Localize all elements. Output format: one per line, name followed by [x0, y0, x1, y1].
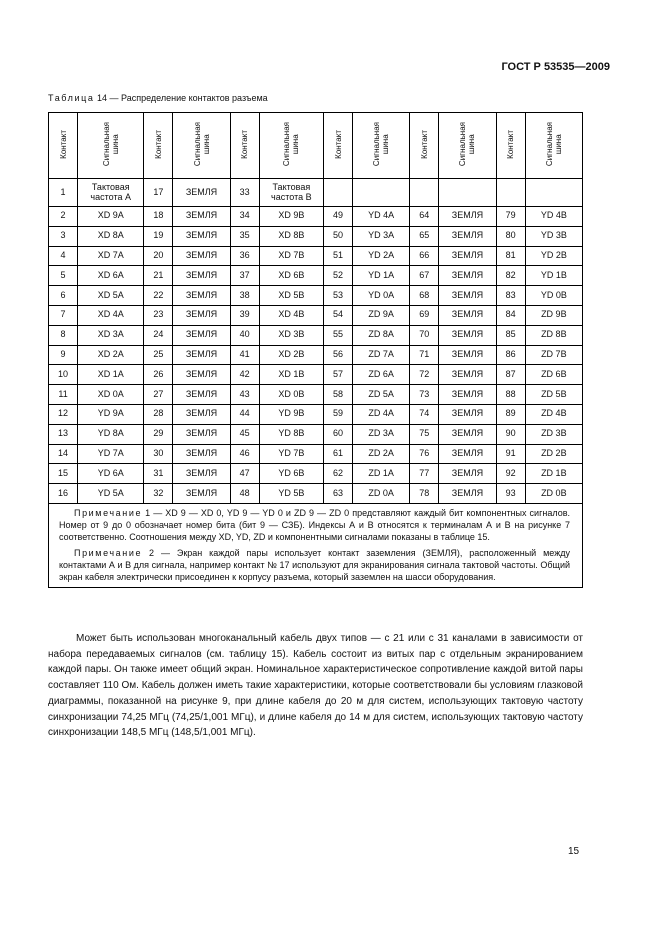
signal-name-cell: ЗЕМЛЯ [173, 266, 230, 286]
signal-name-cell: YD 4B [525, 207, 582, 227]
signal-name-cell: ZD 1B [525, 464, 582, 484]
pin-number-cell: 61 [323, 444, 352, 464]
pin-number-cell: 43 [230, 385, 259, 405]
pin-number-cell: 20 [144, 246, 173, 266]
pin-number-cell: 15 [49, 464, 78, 484]
pin-number-cell: 53 [323, 286, 352, 306]
pin-number-cell: 91 [496, 444, 525, 464]
signal-name-cell: ZD 0B [525, 484, 582, 504]
signal-name-cell: YD 8B [259, 424, 323, 444]
signal-name-cell: ЗЕМЛЯ [439, 464, 496, 484]
signal-name-cell: YD 1A [353, 266, 410, 286]
pin-number-cell: 8 [49, 325, 78, 345]
signal-name-cell [439, 179, 496, 207]
signal-name-cell: XD 3B [259, 325, 323, 345]
signal-name-cell: ZD 7B [525, 345, 582, 365]
signal-name-cell: ZD 9B [525, 305, 582, 325]
signal-name-cell: ZD 4A [353, 404, 410, 424]
signal-name-cell: ЗЕМЛЯ [439, 385, 496, 405]
signal-name-cell: XD 1A [78, 365, 144, 385]
signal-name-cell: XD 7B [259, 246, 323, 266]
notes-row [49, 503, 583, 587]
signal-name-cell: YD 0A [353, 286, 410, 306]
pin-number-cell: 50 [323, 226, 352, 246]
signal-name-cell: ZD 6B [525, 365, 582, 385]
pin-number-cell: 26 [144, 365, 173, 385]
signal-name-cell: XD 1B [259, 365, 323, 385]
signal-name-cell: ЗЕМЛЯ [439, 444, 496, 464]
signal-name-cell: ЗЕМЛЯ [173, 404, 230, 424]
pin-number-cell: 11 [49, 385, 78, 405]
pin-number-cell: 67 [410, 266, 439, 286]
body-paragraph: Может быть использован многоканальный кабель двух типов — с 21 или с 31 каналами в зависимости от набора передаваемых сигналов (см. таблицу 15). Кабель состоит из витых пар с отдельным экранированием каждой пары. Он также имеет общий экран. Номинальное характеристическое сопротивление каждой витой пары составляет 110 Ом. Кабель должен иметь такие характеристики, которые соответствовали бы условиям глазковой диаграммы, показанной на рисунке 9, при длине кабеля до 20 м для систем, использующих тактовую частоту синхронизации 74,25 МГц (74,25/1,001 МГц), и длине кабеля до 14 м для систем, использующих тактовую частоту синхронизации 148,5 МГц (148,5/1,001 МГц). [48, 633, 583, 739]
pin-number-cell: 45 [230, 424, 259, 444]
table-notes [49, 503, 583, 587]
pin-number-cell: 44 [230, 404, 259, 424]
table-row [49, 484, 583, 504]
pin-number-cell: 34 [230, 207, 259, 227]
table-body [49, 179, 583, 588]
pin-number-cell: 49 [323, 207, 352, 227]
pin-number-cell: 77 [410, 464, 439, 484]
pin-number-cell: 33 [230, 179, 259, 207]
table-row [49, 305, 583, 325]
signal-name-cell: ЗЕМЛЯ [173, 246, 230, 266]
pin-number-cell: 71 [410, 345, 439, 365]
pin-number-cell: 31 [144, 464, 173, 484]
pin-number-cell: 65 [410, 226, 439, 246]
document-header: ГОСТ Р 53535—2009 [501, 61, 610, 73]
pin-number-cell: 25 [144, 345, 173, 365]
pin-number-cell: 68 [410, 286, 439, 306]
signal-name-cell: ЗЕМЛЯ [439, 207, 496, 227]
pin-number-cell: 19 [144, 226, 173, 246]
signal-name-cell: ЗЕМЛЯ [173, 286, 230, 306]
table-row [49, 404, 583, 424]
pin-number-cell: 57 [323, 365, 352, 385]
table-row [49, 385, 583, 405]
pin-number-cell: 62 [323, 464, 352, 484]
signal-name-cell: ZD 5B [525, 385, 582, 405]
signal-name-cell: ЗЕМЛЯ [173, 345, 230, 365]
signal-name-cell: ЗЕМЛЯ [439, 305, 496, 325]
pin-number-cell: 72 [410, 365, 439, 385]
signal-name-cell: ЗЕМЛЯ [439, 365, 496, 385]
pin-number-cell: 12 [49, 404, 78, 424]
pin-number-cell: 64 [410, 207, 439, 227]
signal-name-cell: XD 2A [78, 345, 144, 365]
pin-number-cell: 73 [410, 385, 439, 405]
signal-name-cell: XD 7A [78, 246, 144, 266]
signal-name-cell: ЗЕМЛЯ [439, 345, 496, 365]
signal-name-cell: ЗЕМЛЯ [439, 226, 496, 246]
table-row [49, 424, 583, 444]
signal-name-cell: ZD 6A [353, 365, 410, 385]
page-number: 15 [568, 846, 580, 857]
signal-name-cell: ЗЕМЛЯ [173, 207, 230, 227]
signal-name-cell: XD 0B [259, 385, 323, 405]
signal-name-cell: XD 9A [78, 207, 144, 227]
signal-name-cell: YD 7A [78, 444, 144, 464]
signal-name-cell: ZD 9A [353, 305, 410, 325]
signal-name-cell: ЗЕМЛЯ [439, 424, 496, 444]
pin-number-cell: 59 [323, 404, 352, 424]
signal-name-cell: ЗЕМЛЯ [173, 464, 230, 484]
pin-number-cell: 51 [323, 246, 352, 266]
signal-name-cell: YD 2A [353, 246, 410, 266]
pin-number-cell: 76 [410, 444, 439, 464]
signal-name-cell: YD 1B [525, 266, 582, 286]
table-row [49, 286, 583, 306]
pin-number-cell: 46 [230, 444, 259, 464]
signal-name-cell: YD 4A [353, 207, 410, 227]
pin-number-cell: 82 [496, 266, 525, 286]
table-note: Примечание 2 — Экран каждой пары использует контакт заземления (ЗЕМЛЯ), расположенный между контактами А и В для сигнала, например контакт № 17 используют для экранирования сигнала тактовой частоты. Общий экран кабеля электрически присоединен к корпусу разъема, который заземлен на шасси оборудования. [59, 547, 570, 582]
signal-name-cell [525, 179, 582, 207]
signal-name-cell: YD 9B [259, 404, 323, 424]
pin-number-cell: 6 [49, 286, 78, 306]
signal-name-cell: YD 0B [525, 286, 582, 306]
pin-number-cell: 2 [49, 207, 78, 227]
pin-number-cell: 75 [410, 424, 439, 444]
signal-name-cell: ЗЕМЛЯ [173, 484, 230, 504]
signal-name-cell: YD 3B [525, 226, 582, 246]
signal-name-cell: ZD 2A [353, 444, 410, 464]
signal-name-cell: XD 0A [78, 385, 144, 405]
header-signal-bus: Сигнальная шина [353, 113, 410, 179]
pin-assignment-table [48, 112, 583, 588]
signal-name-cell: XD 4B [259, 305, 323, 325]
pin-number-cell: 29 [144, 424, 173, 444]
signal-name-cell: XD 2B [259, 345, 323, 365]
pin-number-cell: 30 [144, 444, 173, 464]
pin-number-cell: 89 [496, 404, 525, 424]
signal-name-cell [353, 179, 410, 207]
pin-number-cell [410, 179, 439, 207]
pin-number-cell: 48 [230, 484, 259, 504]
header-signal-bus: Сигнальная шина [78, 113, 144, 179]
pin-number-cell: 92 [496, 464, 525, 484]
signal-name-cell: ЗЕМЛЯ [173, 365, 230, 385]
signal-name-cell: ZD 2B [525, 444, 582, 464]
pin-number-cell: 17 [144, 179, 173, 207]
signal-name-cell: YD 5B [259, 484, 323, 504]
pin-number-cell [323, 179, 352, 207]
pin-number-cell: 88 [496, 385, 525, 405]
pin-number-cell: 93 [496, 484, 525, 504]
pin-number-cell: 21 [144, 266, 173, 286]
pin-number-cell: 3 [49, 226, 78, 246]
table-caption-prefix: Таблица [48, 93, 95, 103]
pin-number-cell [496, 179, 525, 207]
signal-name-cell: ЗЕМЛЯ [173, 325, 230, 345]
signal-name-cell: ЗЕМЛЯ [173, 385, 230, 405]
pin-number-cell: 27 [144, 385, 173, 405]
table-note: Примечание 1 — XD 9 — XD 0, YD 9 — YD 0 и ZD 9 — ZD 0 представляют каждый бит компонентных сигналов. Номер от 9 до 0 обозначает номер бита (бит 9 — СЗБ). Индексы А и В относятся к терминалам А и В на рисунке 7 соответственно. Соотношения между XD, YD, ZD и компонентными сигналами показаны в таблице 15. [59, 507, 570, 542]
pin-number-cell: 66 [410, 246, 439, 266]
signal-name-cell: XD 3A [78, 325, 144, 345]
pin-number-cell: 42 [230, 365, 259, 385]
pin-number-cell: 58 [323, 385, 352, 405]
signal-name-cell: ЗЕМЛЯ [439, 286, 496, 306]
pin-number-cell: 85 [496, 325, 525, 345]
table-row [49, 345, 583, 365]
pin-number-cell: 40 [230, 325, 259, 345]
pin-number-cell: 54 [323, 305, 352, 325]
pin-number-cell: 47 [230, 464, 259, 484]
signal-name-cell: YD 6A [78, 464, 144, 484]
pin-number-cell: 80 [496, 226, 525, 246]
header-signal-bus: Сигнальная шина [173, 113, 230, 179]
pin-number-cell: 81 [496, 246, 525, 266]
pin-number-cell: 56 [323, 345, 352, 365]
header-pin: Контакт [230, 113, 259, 179]
pin-number-cell: 22 [144, 286, 173, 306]
signal-name-cell: ЗЕМЛЯ [173, 305, 230, 325]
signal-name-cell: YD 3A [353, 226, 410, 246]
pin-number-cell: 5 [49, 266, 78, 286]
pin-number-cell: 70 [410, 325, 439, 345]
signal-name-cell: ZD 7A [353, 345, 410, 365]
signal-name-cell: Тактовая частота В [259, 179, 323, 207]
signal-name-cell: ZD 4B [525, 404, 582, 424]
table-row [49, 325, 583, 345]
pin-number-cell: 10 [49, 365, 78, 385]
pin-number-cell: 55 [323, 325, 352, 345]
pin-number-cell: 52 [323, 266, 352, 286]
signal-name-cell: XD 8B [259, 226, 323, 246]
signal-name-cell: ZD 8A [353, 325, 410, 345]
table-row [49, 266, 583, 286]
signal-name-cell: ЗЕМЛЯ [439, 325, 496, 345]
table-row [49, 226, 583, 246]
signal-name-cell: ЗЕМЛЯ [173, 444, 230, 464]
signal-name-cell: YD 8A [78, 424, 144, 444]
pin-number-cell: 69 [410, 305, 439, 325]
signal-name-cell: ZD 8B [525, 325, 582, 345]
pin-number-cell: 4 [49, 246, 78, 266]
table-row [49, 179, 583, 207]
pin-number-cell: 38 [230, 286, 259, 306]
pin-number-cell: 90 [496, 424, 525, 444]
signal-name-cell: XD 6B [259, 266, 323, 286]
table-row [49, 444, 583, 464]
signal-name-cell: YD 6B [259, 464, 323, 484]
table-caption [48, 93, 268, 103]
pin-number-cell: 39 [230, 305, 259, 325]
signal-name-cell: XD 6A [78, 266, 144, 286]
pin-number-cell: 18 [144, 207, 173, 227]
signal-name-cell: ZD 3A [353, 424, 410, 444]
pin-number-cell: 60 [323, 424, 352, 444]
signal-name-cell: XD 8A [78, 226, 144, 246]
table-row [49, 246, 583, 266]
signal-name-cell: YD 7B [259, 444, 323, 464]
signal-name-cell: YD 5A [78, 484, 144, 504]
signal-name-cell: ЗЕМЛЯ [439, 266, 496, 286]
signal-name-cell: ЗЕМЛЯ [439, 246, 496, 266]
signal-name-cell: ZD 5A [353, 385, 410, 405]
header-pin: Контакт [49, 113, 78, 179]
table-row [49, 365, 583, 385]
signal-name-cell: XD 4A [78, 305, 144, 325]
pin-number-cell: 36 [230, 246, 259, 266]
table-row [49, 464, 583, 484]
pin-number-cell: 35 [230, 226, 259, 246]
pin-number-cell: 37 [230, 266, 259, 286]
pin-number-cell: 86 [496, 345, 525, 365]
header-pin: Контакт [410, 113, 439, 179]
table-caption-text: 14 — Распределение контактов разъема [97, 93, 268, 103]
signal-name-cell: ZD 1A [353, 464, 410, 484]
pin-number-cell: 24 [144, 325, 173, 345]
signal-name-cell: XD 9B [259, 207, 323, 227]
header-pin: Контакт [323, 113, 352, 179]
pin-number-cell: 13 [49, 424, 78, 444]
pin-number-cell: 79 [496, 207, 525, 227]
signal-name-cell: ЗЕМЛЯ [439, 404, 496, 424]
header-signal-bus: Сигнальная шина [259, 113, 323, 179]
header-pin: Контакт [144, 113, 173, 179]
signal-name-cell: ЗЕМЛЯ [173, 226, 230, 246]
pin-number-cell: 28 [144, 404, 173, 424]
signal-name-cell: XD 5A [78, 286, 144, 306]
signal-name-cell: XD 5B [259, 286, 323, 306]
pin-number-cell: 83 [496, 286, 525, 306]
pin-number-cell: 14 [49, 444, 78, 464]
signal-name-cell: YD 2B [525, 246, 582, 266]
pin-number-cell: 7 [49, 305, 78, 325]
signal-name-cell: YD 9A [78, 404, 144, 424]
table-row [49, 207, 583, 227]
pin-number-cell: 1 [49, 179, 78, 207]
pin-number-cell: 9 [49, 345, 78, 365]
signal-name-cell: ZD 0A [353, 484, 410, 504]
signal-name-cell: ЗЕМЛЯ [439, 484, 496, 504]
pin-number-cell: 78 [410, 484, 439, 504]
pin-number-cell: 84 [496, 305, 525, 325]
pin-number-cell: 87 [496, 365, 525, 385]
signal-name-cell: ZD 3B [525, 424, 582, 444]
pin-number-cell: 41 [230, 345, 259, 365]
signal-name-cell: Тактовая частота А [78, 179, 144, 207]
pin-number-cell: 23 [144, 305, 173, 325]
pin-number-cell: 32 [144, 484, 173, 504]
pin-number-cell: 16 [49, 484, 78, 504]
table-header-row [49, 113, 583, 179]
pin-number-cell: 74 [410, 404, 439, 424]
pin-number-cell: 63 [323, 484, 352, 504]
header-signal-bus: Сигнальная шина [525, 113, 582, 179]
header-signal-bus: Сигнальная шина [439, 113, 496, 179]
signal-name-cell: ЗЕМЛЯ [173, 179, 230, 207]
header-pin: Контакт [496, 113, 525, 179]
signal-name-cell: ЗЕМЛЯ [173, 424, 230, 444]
